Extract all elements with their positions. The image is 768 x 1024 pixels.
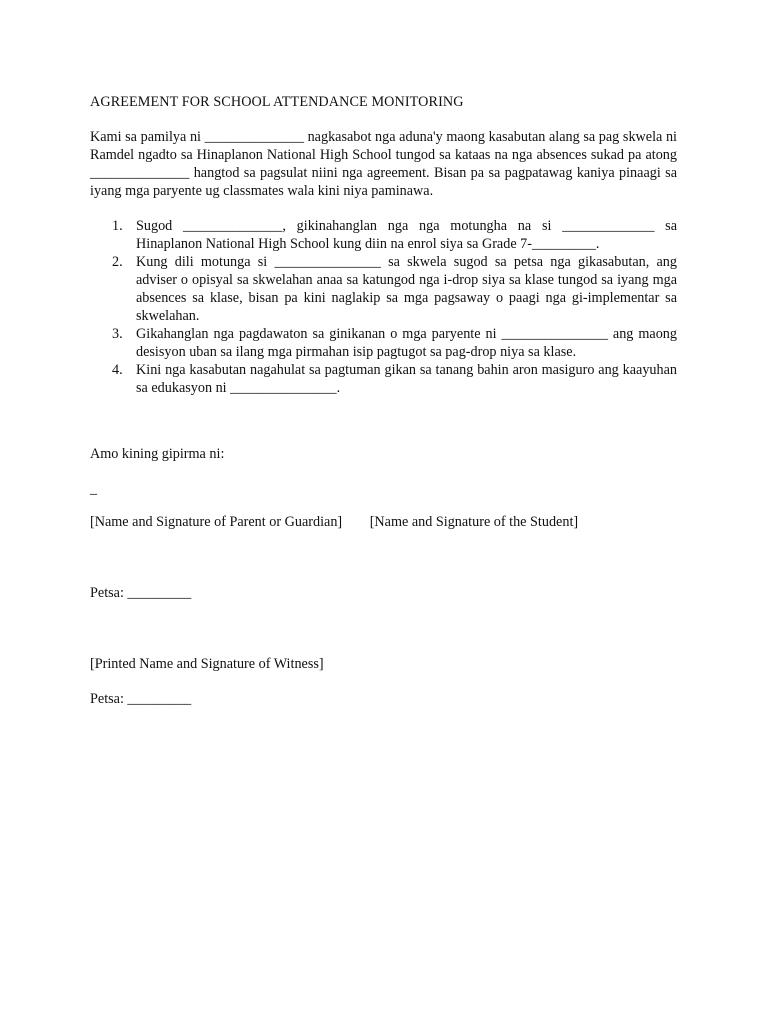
date-field-1: Petsa: _________	[90, 585, 192, 601]
item-number: 2.	[112, 254, 123, 270]
witness-signature-label: [Printed Name and Signature of Witness]	[90, 656, 324, 672]
parent-signature-label: [Name and Signature of Parent or Guardian]	[90, 514, 343, 530]
item-number: 4.	[112, 362, 123, 378]
signed-by-label: Amo kining gipirma ni:	[90, 446, 225, 462]
item-text: Sugod ______________, gikinahanglan nga nga motungha na si _____________ sa Hinaplanon National High School kung diin na enrol siya sa Grade 7-_________.	[136, 218, 677, 252]
document-title: AGREEMENT FOR SCHOOL ATTENDANCE MONITORING	[90, 94, 464, 110]
agreement-document	[90, 93, 677, 708]
item-text: Gikahanglan nga pagdawaton sa ginikanan o mga paryente ni _______________ ang maong desisyon uban sa ilang mga pirmahan isip pagtugot sa pag-drop niya sa klase.	[136, 326, 677, 360]
agreement-list	[90, 217, 677, 397]
item-text: Kung dili motunga si _______________ sa skwela sugod sa petsa nga gikasabutan, ang adviser o opisyal sa skwelahan anaa sa katungod nga i-drop siya sa klase tungod sa iyang mga absences sa klase, bisan pa kini naglakip sa mga pagsaway o paagi nga gi-implementar sa skwelahan.	[136, 254, 677, 324]
date-field-2: Petsa: _________	[90, 691, 192, 707]
agreement-item-4	[90, 361, 677, 397]
agreement-item-2	[90, 253, 677, 325]
agreement-item-1	[90, 217, 677, 253]
item-number: 3.	[112, 326, 123, 342]
agreement-item-3	[90, 325, 677, 361]
item-number: 1.	[112, 218, 123, 234]
intro-paragraph: Kami sa pamilya ni ______________ nagkasabot nga aduna'y maong kasabutan alang sa pag skwela ni Ramdel ngadto sa Hinaplanon National High School tungod sa kataas na nga absences sukad pa atong ______________ hangtod sa pagsulat niini nga agreement. Bisan pa sa pagpatawag kaniya pinaagi sa iyang mga paryente ug classmates wala kini niya paminawa.	[90, 129, 677, 199]
signature-line: _	[90, 481, 98, 497]
item-text: Kini nga kasabutan nagahulat sa pagtuman gikan sa tanang bahin aron masiguro ang kaayuhan sa edukasyon ni _______________.	[136, 362, 677, 396]
student-signature-label: [Name and Signature of the Student]	[369, 514, 579, 530]
signature-row	[90, 513, 677, 531]
